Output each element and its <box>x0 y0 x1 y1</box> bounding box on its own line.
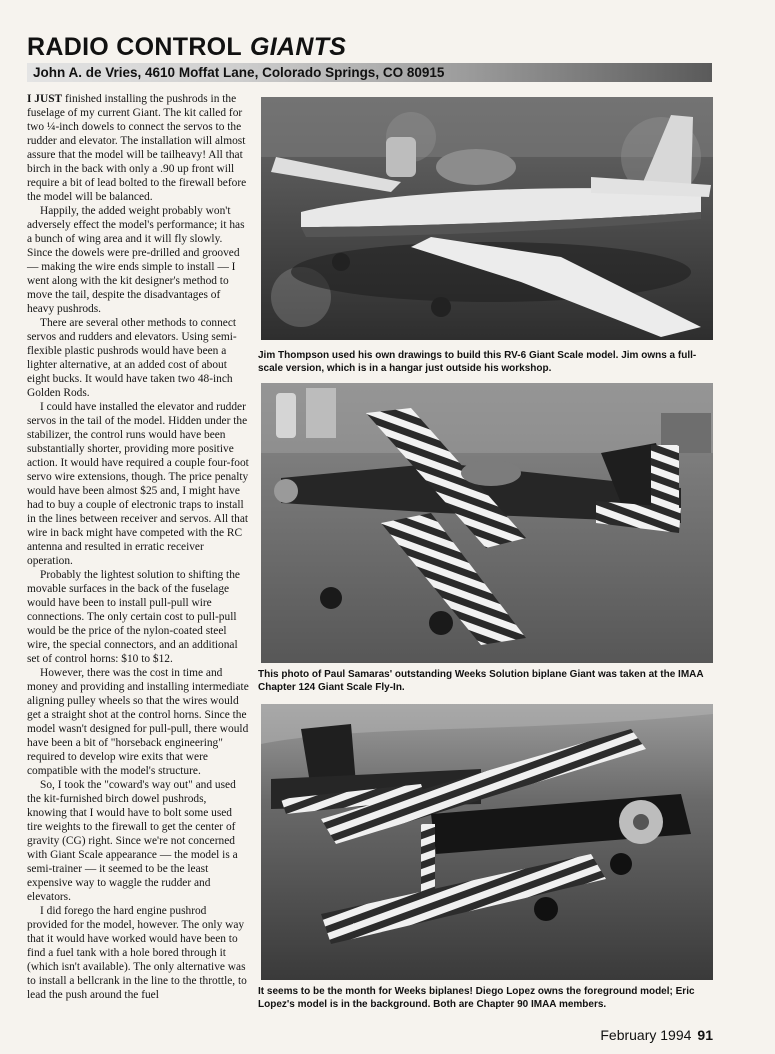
article-paragraph-6: However, there was the cost in time and money and providing and installing intermediate aligning pulley wheels so that the wires would get a straight shot at the control horns. Since the model wasn't designed for pull-pull, there would have been a bit of "horseback engineering" required to develop wire exits that were compatible with the model's structure. <box>27 667 249 777</box>
photo-1-caption: Jim Thompson used his own drawings to build this RV-6 Giant Scale model. Jim owns a full-scale version, which is in a hangar just outside his workshop. <box>258 350 697 374</box>
article-column <box>27 92 249 1002</box>
article-paragraph-4: I could have installed the elevator and rudder servos in the tail of the model. Hidden under the stabilizer, the control runs would have been substantially shorter, providing more positive action. It would have required a couple four-foot servo wire extensions, though. The price penalty would have been almost $25 and, I might have had to buy a couple of electronic traps to install in the lines between receiver and servos. All that wire in back might have competed with the RC antenna and resulted in erratic receiver operation. <box>27 401 249 567</box>
page-footer <box>600 1027 713 1043</box>
title-italic: GIANTS <box>250 33 347 61</box>
photo-lopez-biplanes <box>261 704 713 980</box>
title-main: RADIO CONTROL <box>27 33 242 61</box>
article-paragraph-1: I JUST finished installing the pushrods in the fuselage of my current Giant. The kit called for two ¼-inch dowels to connect the servos to the rudder and elevator. The installation will almost assure that the model will be tailheavy! All that birch in the back with only a .90 up front will require a bit of lead bolted to the firewall before the model will be balanced. <box>27 93 247 203</box>
page-number: 91 <box>697 1027 713 1043</box>
photo-weeks-solution-biplane <box>261 383 713 663</box>
article-paragraph-8: I did forego the hard engine pushrod provided for the model, however. The only way that it would have worked would have been to find a fuel tank with a hole bored through it (which isn't available). The only alternative was to install a bellcrank in the line to the throttle, to lead the push around the fuel <box>27 905 247 1001</box>
photo-rv6-model <box>261 97 713 340</box>
photo-2-caption: This photo of Paul Samaras' outstanding Weeks Solution biplane Giant was taken at the IMAA Chapter 124 Giant Scale Fly-In. <box>258 669 704 693</box>
article-paragraph-2: Happily, the added weight probably won't adversely effect the model's performance; it has a bunch of wing area and it will fly slowly. Since the dowels were pre-drilled and grooved — making the wire ends simple to install — I went along with the kit designer's method to move the tail, despite the disadvantages of heavy pushrods. <box>27 205 245 315</box>
lead-in: I JUST <box>27 93 63 105</box>
article-paragraph-7: So, I took the "coward's way out" and used the kit-furnished birch dowel pushrods, knowing that I would have to bolt some used tire weights to the firewall to get the center of gravity (CG) right. Since we're not concerned with Giant Scale appearance — the model is a semi-trainer — it seemed to be the least expensive way to waggle the rudder and elevators. <box>27 779 238 903</box>
issue-date: February 1994 <box>600 1027 692 1043</box>
article-paragraph-3: There are several other methods to connect servos and rudders and elevators. Using semi-flexible plastic pushrods would have been a lighter alternative, at an added cost of about eight bucks. It would have taken two 48-inch Golden Rods. <box>27 317 237 399</box>
column-title <box>27 32 346 62</box>
article-paragraph-5: Probably the lightest solution to shifting the movable surfaces in the back of the fuselage would have been to install pull-pull wire connections. The only certain cost to pull-pull would be the price of the nylon-coated steel wire, the special connectors, and an additional set of control horns: $10 to $12. <box>27 569 240 665</box>
byline-bar <box>27 63 712 82</box>
photo-3-caption: It seems to be the month for Weeks biplanes! Diego Lopez owns the foreground model; Eric Lopez's model is in the background. Both are Chapter 90 IMAA members. <box>258 986 695 1010</box>
byline-text: John A. de Vries, 4610 Moffat Lane, Colorado Springs, CO 80915 <box>33 65 445 80</box>
